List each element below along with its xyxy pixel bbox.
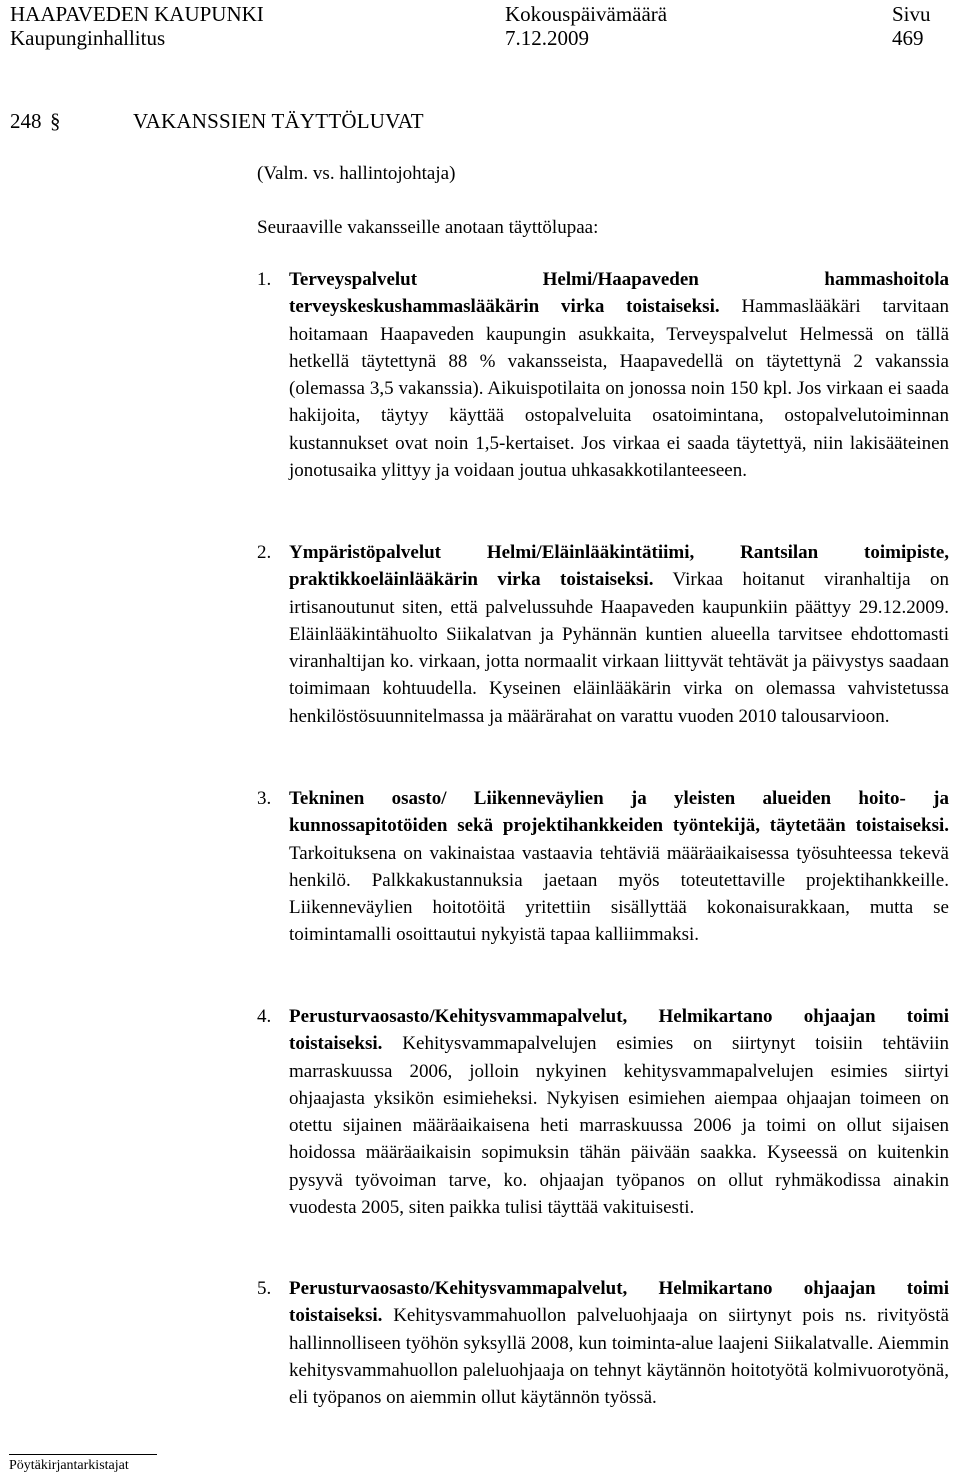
item-number: 4. (257, 1006, 272, 1027)
item-body: Tarkoituksena on vakinaistaa vastaavia tehtäviä määräaikaisessa työsuhteessa tekevä henkilö. Palkkakustannuksia jaetaan myös toteutettaville projektihankkeille. Liikenneväylien hoitotöitä yritettiin sisällyttää kokonaisurakkaan, mutta se toimintamalli osoittautui nykyistä tapaa kalliimmaksi. (289, 842, 949, 946)
footer-label: Pöytäkirjantarkistajat (9, 1458, 129, 1473)
header-date-label: Kokouspäivämäärä (505, 2, 668, 26)
header-body: Kaupunginhallitus (10, 26, 166, 50)
item-heading: Terveyspalvelut Helmi/Haapaveden hammashoitola terveyskeskushammaslääkärin virka toistaiseksi. (289, 269, 949, 318)
item-body: Kehitysvammapalvelujen esimies on siirtynyt toisiin tehtäviin marraskuussa 2006, jolloin nykyinen kehitysvammapalvelujen esimies siirtyi ohjaajasta yksikön esimieheksi. Nykyisen esimiehen aiempaa ohjaajan toimeen on otettu sijainen määräaikaisena heti marraskuussa 2006 ja toimi on ollut sijaisen hoidossa määräaikaisin sopimuksin tähän päivään saakka. Kyseessä on kuitenkin pysyvä työvoiman tarve, ko. ohjaajan työpanos on ollut ryhmäkodissa ainakin vuodesta 2005, siten paikka tulisi täyttää vakituisesti. (289, 1033, 949, 1219)
item-number: 1. (257, 269, 272, 290)
item-body: Hammaslääkäri tarvitaan hoitamaan Haapaveden kaupungin asukkaita, Terveyspalvelut Helmessä on tällä hetkellä täytettynä 88 % vakansseista, Haapavedellä on täytettynä 2 vakanssia (olemassa 3,5 vakanssia). Aikuispotilaita on jonossa noin 150 kpl. Jos virkaan ei saada hakijoita, täytyy käyttää ostopalveluita osatoimintana, ostopalvelutoiminnan kustannukset ovat noin 1,5-kertaiset. Jos virkaa ei saada täytettyä, niin lakisääteinen jonotusaika ylittyy ja voidaan joutua uhkasakkotilanteeseen. (289, 296, 950, 482)
item-heading: Perusturvaosasto/Kehitysvammapalvelut, Helmikartano ohjaajan toimi toistaiseksi. (289, 1278, 949, 1327)
item-text (289, 1275, 949, 1411)
header-page-number: 469 (892, 26, 924, 50)
item-number: 5. (257, 1278, 272, 1299)
item-body: Virkaa hoitanut viranhaltija on irtisanoutunut siten, että palvelussuhde Haapaveden kaupunkiin päättyy 29.12.2009. Eläinlääkintähuolto Siikalatvan ja Pyhännän kuntien alueella tarvitsee ehdottomasti viranhaltijan ko. virkaan, jotta normaalit virkaan liittyvät tehtävät ja päivystys saadaan toimimaan kohtuudella. Kyseinen eläinlääkärin virka on olemassa vahvistetussa henkilöstösuunnitelmassa ja määrärahat on varattu vuoden 2010 talousarvioon. (289, 569, 949, 727)
item-number: 3. (257, 788, 272, 809)
item-text (289, 266, 949, 484)
section-presenter: (Valm. vs. hallintojohtaja) (257, 163, 456, 184)
item-heading: Tekninen osasto/ Liikenneväylien ja yleisten alueiden hoito- ja kunnossapitotöiden sekä projektihankkeiden työntekijä, täytetään toistaiseksi. (289, 788, 949, 837)
item-heading: Ympäristöpalvelut Helmi/Eläinlääkintätiimi, Rantsilan toimipiste, praktikkoeläinlääkärin virka toistaiseksi. (289, 542, 949, 591)
section-number: 248 (10, 109, 42, 133)
header-page-label: Sivu (892, 2, 931, 26)
section-intro: Seuraaville vakansseille anotaan täyttölupaa: (257, 217, 599, 238)
item-text (289, 1003, 949, 1221)
section-symbol: § (50, 109, 61, 133)
item-body: Kehitysvammahuollon palveluohjaaja on siirtynyt pois ns. rivityöstä hallinnolliseen työhön syksyllä 2008, kun toiminta-alue laajeni Siikalatvalle. Aiemmin kehitysvammahuollon paleluohjaaja on tehnyt käytännön hoitotyötä kolmivuorotyönä, eli työpanos on aiemmin ollut käytännön työssä. (289, 1305, 949, 1409)
footer-divider (9, 1454, 157, 1455)
item-number: 2. (257, 542, 272, 563)
header-org: HAAPAVEDEN KAUPUNKI (10, 2, 264, 26)
item-heading: Perusturvaosasto/Kehitysvammapalvelut, Helmikartano ohjaajan toimi toistaiseksi. (289, 1006, 949, 1055)
section-title: VAKANSSIEN TÄYTTÖLUVAT (133, 109, 424, 133)
header-date: 7.12.2009 (505, 26, 589, 50)
item-text (289, 539, 949, 730)
item-text (289, 785, 949, 949)
